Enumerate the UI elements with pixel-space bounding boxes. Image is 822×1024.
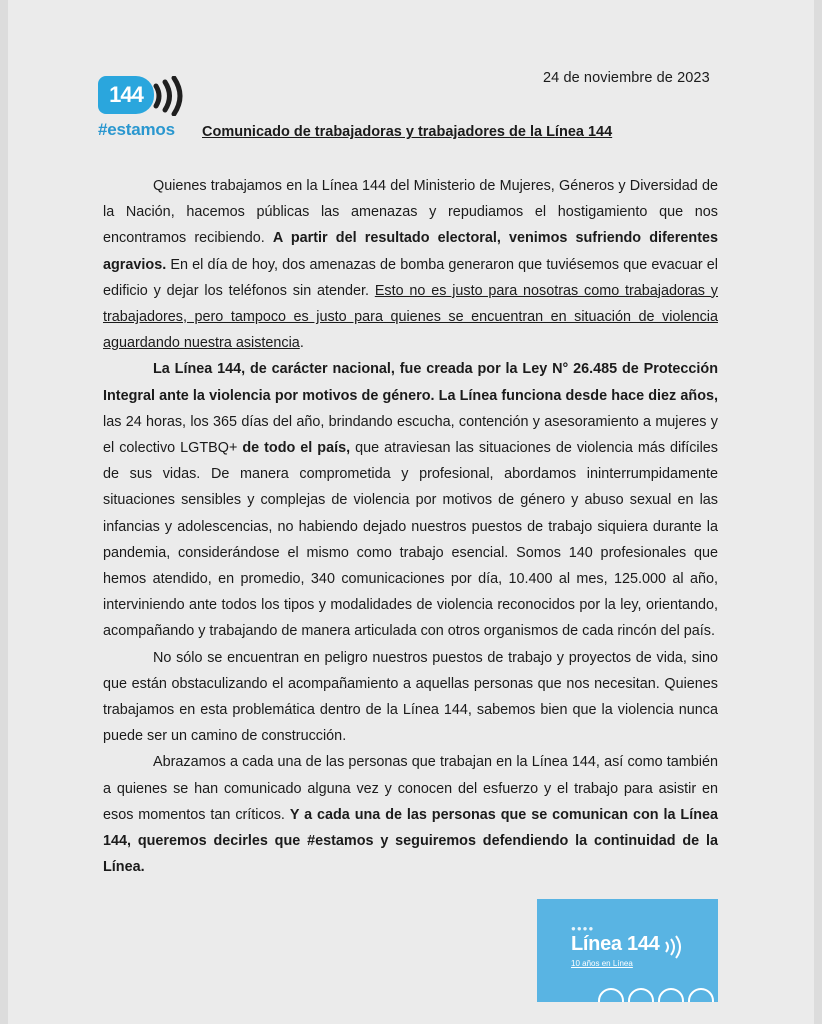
badge-decorative-circles	[597, 983, 717, 1002]
linea-144-logo	[94, 72, 194, 147]
sound-waves-icon	[152, 76, 188, 116]
badge-sound-waves-icon	[663, 935, 683, 959]
paragraph-2: La Línea 144, de carácter nacional, fue creada por la Ley N° 26.485 de Protección Integral ante la violencia por motivos de género. La Línea funciona desde hace diez años, las 24 horas, los 365 días del año, brindando escucha, contención y asesoramiento a mujeres y el colectivo LGTBQ+ de todo el país, que atraviesan las situaciones de violencia más difíciles de sus vidas. De manera comprometida y profesional, abordamos ininterrumpidamente situaciones sensibles y complejas de violencia por motivos de género y abuso sexual en las infancias y adolescencias, no habiendo dejado nuestros puestos de trabajo siquiera durante la pandemia, considerándose el mismo como trabajo esencial. Somos 140 profesionales que hemos atendido, en promedio, 340 comunicaciones por día, 10.400 al mes, 125.000 al año, interviniendo ante todos los tipos y modalidades de violencia reconocidos por la ley, orientando, acompañando y trabajando de manera articulada con otros organismos de cada rincón del país.	[103, 361, 718, 640]
document-title: Comunicado de trabajadoras y trabajadores de la Línea 144	[202, 124, 613, 140]
linea-144-anniversary-badge	[537, 899, 718, 1002]
document-date: 24 de noviembre de 2023	[543, 70, 710, 86]
badge-subtitle: 10 años en Línea	[571, 959, 633, 968]
paragraph-4: Abrazamos a cada una de las personas que trabajan en la Línea 144, así como también a quienes se han comunicado alguna vez y conocen del esfuerzo y el trabajo para asistir en esos momentos tan críticos. Y a cada una de las personas que se comunican con la Línea 144, queremos decirles que #estamos y seguiremos defendiendo la continuidad de la Línea.	[103, 754, 718, 876]
logo-number: 144	[98, 76, 154, 114]
paragraph-3: No sólo se encuentran en peligro nuestros puestos de trabajo y proyectos de vida, sino que están obstaculizando el acompañamiento a aquellas personas que nos necesitan. Quienes trabajamos en esta problemática dentro de la Línea 144, sabemos bien que la violencia nunca puede ser un camino de construcción.	[103, 649, 718, 745]
document-body	[103, 173, 718, 880]
badge-title: Línea 144	[571, 933, 660, 955]
logo-hashtag: #estamos	[98, 120, 175, 139]
badge-dots-icon: ●●●●	[571, 924, 595, 933]
paragraph-1: Quienes trabajamos en la Línea 144 del Ministerio de Mujeres, Géneros y Diversidad de la Nación, hacemos públicas las amenazas y repudiamos el hostigamiento que nos encontramos recibiendo. A partir del resultado electoral, venimos sufriendo diferentes agravios. En el día de hoy, dos amenazas de bomba generaron que tuviésemos que evacuar el edificio y dejar los teléfonos sin atender. Esto no es justo para nosotras como trabajadoras y trabajadores, pero tampoco es justo para quienes se encuentran en situación de violencia aguardando nuestra asistencia.	[103, 178, 719, 352]
